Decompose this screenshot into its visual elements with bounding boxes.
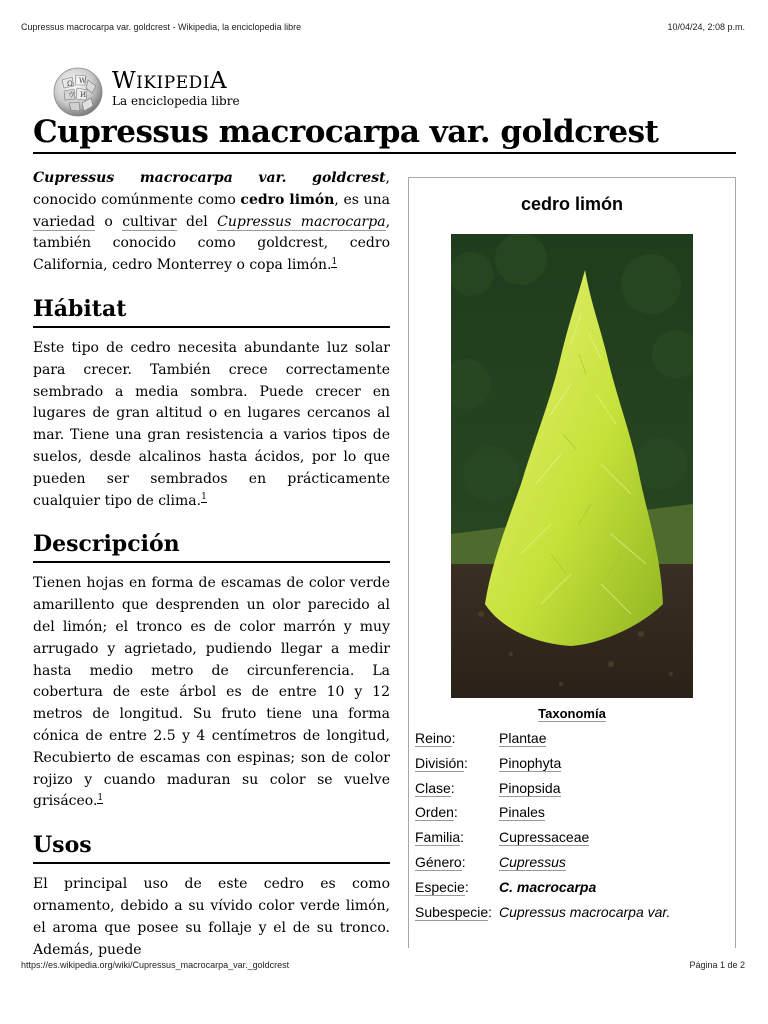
taxonomy-sep: : xyxy=(461,853,466,870)
taxonomy-value xyxy=(499,755,561,771)
taxonomy-sep: : xyxy=(464,754,468,771)
svg-text:Ω: Ω xyxy=(67,80,73,88)
taxonomy-row-reino xyxy=(415,730,731,755)
taxonomy-key-link[interactable]: Reino xyxy=(415,730,452,746)
taxonomy-key-link[interactable]: Especie xyxy=(415,878,465,895)
print-footer-url: https://es.wikipedia.org/wiki/Cupressus_macrocarpa_var._goldcrest xyxy=(21,960,290,970)
section-text-usos xyxy=(33,874,390,961)
taxonomy-row-subespecie xyxy=(415,904,731,929)
taxonomy-key xyxy=(415,780,455,796)
print-header xyxy=(0,0,768,50)
usos-text: El principal uso de este cedro es como ornamento, debido a su vívido color verde limón, el aroma que posee su follaje y el de su tronco. Además, puede xyxy=(33,876,390,958)
taxonomy-row-clase xyxy=(415,780,731,805)
taxonomy-key xyxy=(415,904,492,920)
taxonomy-key-link[interactable]: Familia xyxy=(415,829,461,846)
print-header-datetime: 10/04/24, 2:08 p.m. xyxy=(667,22,745,32)
page-title: Cupressus macrocarpa var. goldcrest xyxy=(33,114,736,154)
link-cultivar[interactable]: cultivar xyxy=(122,213,177,230)
taxonomy-value xyxy=(499,879,596,895)
taxonomy-sep: : xyxy=(460,829,465,846)
intro-text-4: del xyxy=(176,213,218,230)
taxonomy-value-link[interactable]: Pinales xyxy=(499,804,545,821)
taxonomy-key xyxy=(415,755,468,771)
print-footer-page: Página 1 de 2 xyxy=(689,960,745,970)
section-heading-usos: Usos xyxy=(33,831,390,864)
taxonomy-value-link[interactable]: Cupressaceae xyxy=(499,829,590,846)
intro-text-5: , también conocido como goldcrest, cedro California, cedro Monterrey o copa limón. xyxy=(33,213,391,274)
link-cupressus-macrocarpa[interactable]: Cupressus macrocarpa xyxy=(217,213,386,230)
taxonomy-value xyxy=(499,854,566,870)
taxonomy-row-familia xyxy=(415,829,731,854)
taxonomy-key xyxy=(415,879,469,895)
svg-text:И: И xyxy=(80,91,87,99)
reference-link[interactable]: 1 xyxy=(331,256,338,267)
taxonomy-sep: : xyxy=(451,730,456,746)
intro-text-1: , conocido comúnmente como xyxy=(33,170,390,208)
print-header-title: Cupressus macrocarpa var. goldcrest - Wikipedia, la enciclopedia libre xyxy=(21,22,302,32)
taxonomy-key-text: Subespecie xyxy=(415,903,489,920)
taxonomy-sep: : xyxy=(453,804,458,821)
taxonomy-key xyxy=(415,804,458,820)
cypress-tree-photo xyxy=(451,234,693,698)
infobox-title: cedro limón xyxy=(520,194,623,214)
taxonomy-row-especie xyxy=(415,879,731,904)
reference-link[interactable]: 1 xyxy=(97,792,104,803)
taxonomy-key-link[interactable]: Género xyxy=(415,853,462,870)
section-heading-descripcion: Descripción xyxy=(33,530,390,563)
taxonomy-row-orden xyxy=(415,804,731,829)
intro-text-3: o xyxy=(94,213,123,230)
section-text-descripcion xyxy=(33,573,390,813)
wikipedia-globe-icon xyxy=(52,66,104,118)
reference-link[interactable]: 1 xyxy=(201,491,207,502)
habitat-text: Este tipo de cedro necesita abundante luz solar para crecer. También crece correctamente sembrado a media sombra. Puede crecer en lugares de gran altitud o en lugares cercanos al mar. Tiene una gran resistencia a varios tipos de suelos, desde alcalinos hasta ácidos, por lo que pueden ser sembrados en prácticamente cualquier tipo de clima. xyxy=(33,339,390,509)
print-footer xyxy=(0,955,768,975)
taxonomy-value-text: Cupressus macrocarpa var. xyxy=(499,903,671,920)
article-body xyxy=(33,168,390,973)
taxonomy-sep: : xyxy=(450,779,455,796)
wikipedia-tagline: La enciclopedia libre xyxy=(112,94,240,108)
wikipedia-wordmark: WIKIPEDIA xyxy=(112,68,228,94)
taxonomy-value xyxy=(499,829,589,845)
intro-paragraph xyxy=(33,168,390,277)
taxonomy-sep: : xyxy=(464,878,469,895)
taxonomy-key xyxy=(415,829,464,845)
taxonomy-value xyxy=(499,780,561,796)
link-variedad[interactable]: variedad xyxy=(33,213,95,230)
infobox-section-taxonomia xyxy=(409,706,735,721)
taxonomy-value-link[interactable]: Cupressus xyxy=(499,853,566,870)
taxonomy-key xyxy=(415,730,455,746)
wikipedia-logo[interactable] xyxy=(52,66,252,118)
section-text-habitat xyxy=(33,338,390,512)
taxonomy-value-link[interactable]: Pinophyta xyxy=(499,754,562,771)
taxonomy-value-link[interactable]: Plantae xyxy=(499,730,547,746)
taxonomy-table xyxy=(415,730,731,928)
taxonomy-value xyxy=(499,904,670,920)
infobox-image[interactable] xyxy=(451,234,693,698)
svg-text:ウ: ウ xyxy=(68,91,75,99)
taxonomy-key xyxy=(415,854,466,870)
descripcion-text: Tienen hojas en forma de escamas de color verde amarillento que desprenden un olor parecido al del limón; el tronco es de color marrón y muy arrugado y agrietado, pudiendo llegar a medir hasta medio metro de circunferencia. La cobertura de este árbol es de entre 10 y 12 metros de longitud. Su fruto tiene una forma cónica de entre 2.5 y 4 centímetros de longitud, Recubierto de escamas con espinas; son de color rojizo y cuando maduran su color se vuelve grisáceo. xyxy=(33,575,390,810)
taxonomy-key-link[interactable]: Clase xyxy=(415,779,451,796)
section-heading-habitat: Hábitat xyxy=(33,295,390,328)
taxonomy-value xyxy=(499,730,546,746)
svg-text:W: W xyxy=(79,77,87,85)
taxonomy-value xyxy=(499,804,545,820)
intro-name: Cupressus macrocarpa var. goldcrest xyxy=(33,170,386,186)
taxonomia-link[interactable]: Taxonomía xyxy=(538,706,606,721)
taxonomy-row-genero xyxy=(415,854,731,879)
taxonomy-value-text: C. macrocarpa xyxy=(499,878,597,895)
taxonomy-row-division xyxy=(415,755,731,780)
taxonomy-key-link[interactable]: División xyxy=(415,754,465,771)
intro-common-name: cedro limón xyxy=(240,191,335,208)
infobox xyxy=(408,177,736,948)
intro-text-2: , es una xyxy=(334,191,391,208)
taxonomy-key-link[interactable]: Orden xyxy=(415,804,454,821)
taxonomy-sep: : xyxy=(488,903,493,920)
taxonomy-value-link[interactable]: Pinopsida xyxy=(499,779,561,796)
